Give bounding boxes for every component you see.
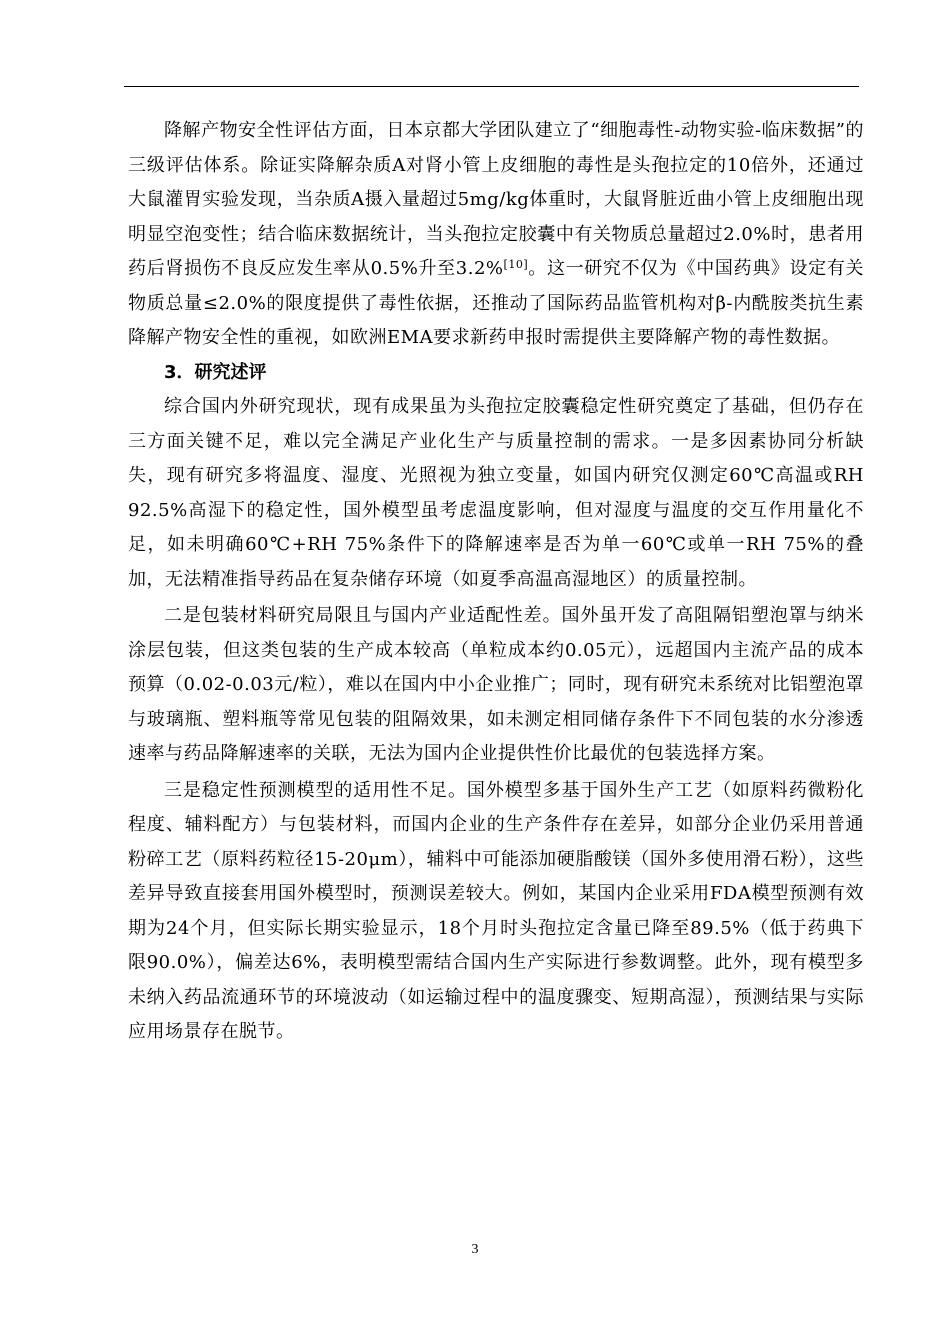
- header-rule: [124, 86, 859, 87]
- document-body: [128, 114, 864, 1050]
- page-number: 3: [471, 1242, 479, 1257]
- paragraph-research-review: 综合国内外研究现状，现有成果虽为头孢拉定胶囊稳定性研究奠定了基础，但仍存在三方面关键不足，难以完全满足产业化生产与质量控制的需求。一是多因素协同分析缺失，现有研究多将温度、湿度、光照视为独立变量，如国内研究仅测定60℃高温或RH 92.5%高湿下的稳定性，国外模型虽考虑温度影响，但对湿度与温度的交互作用量化不足，如未明确60℃+RH 75%条件下的降解速率是否为单一60℃或单一RH 75%的叠加，无法精准指导药品在复杂储存环境（如夏季高温高湿地区）的质量控制。: [128, 396, 864, 590]
- paragraph-prediction-model: 三是稳定性预测模型的适用性不足。国外模型多基于国外生产工艺（如原料药微粉化程度、辅料配方）与包装材料，而国内企业的生产条件存在差异，如部分企业仍采用普通粉碎工艺（原料药粒径15-20μm），辅料中可能添加硬脂酸镁（国外多使用滑石粉），这些差异导致直接套用国外模型时，预测误差较大。例如，某国内企业采用FDA模型预测有效期为24个月，但实际长期实验显示，18个月时头孢拉定含量已降至89.5%（低于药典下限90.0%），偏差达6%，表明模型需结合国内生产实际进行参数调整。此外，现有模型多未纳入药品流通环节的环境波动（如运输过程中的温度骤变、短期高湿），预测结果与实际应用场景存在脱节。: [128, 779, 864, 1042]
- paragraph-packaging: 二是包装材料研究局限且与国内产业适配性差。国外虽开发了高阻隔铝塑泡罩与纳米涂层包装，但这类包装的生产成本较高（单粒成本约0.05元），远超国内主流产品的成本预算（0.02-0.03元/粒），难以在国内中小企业推广；同时，现有研究未系统对比铝塑泡罩与玻璃瓶、塑料瓶等常见包装的阻隔效果，如未测定相同储存条件下不同包装的水分渗透速率与药品降解速率的关联，无法为国内企业提供性价比最优的包装选择方案。: [128, 605, 864, 764]
- section-heading: 3．研究述评: [164, 361, 267, 383]
- paragraph-degradation-safety: [128, 114, 864, 356]
- citation-reference: [10]: [503, 258, 529, 271]
- paragraph-text-continued: 。这一研究不仅为《中国药典》设定有关物质总量≤2.0%的限度提供了毒性依据，还推动了国际药品监管机构对β-内酰胺类抗生素降解产物安全性的重视，如欧洲EMA要求新药申报时需提供主要降解产物的毒性数据。: [128, 258, 865, 348]
- paragraph-text: 降解产物安全性评估方面，日本京都大学团队建立了“细胞毒性-动物实验-临床数据”的三级评估体系。除证实降解杂质A对肾小管上皮细胞的毒性是头孢拉定的10倍外，还通过大鼠灌胃实验发现，当杂质A摄入量超过5mg/kg体重时，大鼠肾脏近曲小管上皮细胞出现明显空泡变性；结合临床数据统计，当头孢拉定胶囊中有关物质总量超过2.0%时，患者用药后肾损伤不良反应发生率从0.5%升至3.2%: [128, 120, 864, 279]
